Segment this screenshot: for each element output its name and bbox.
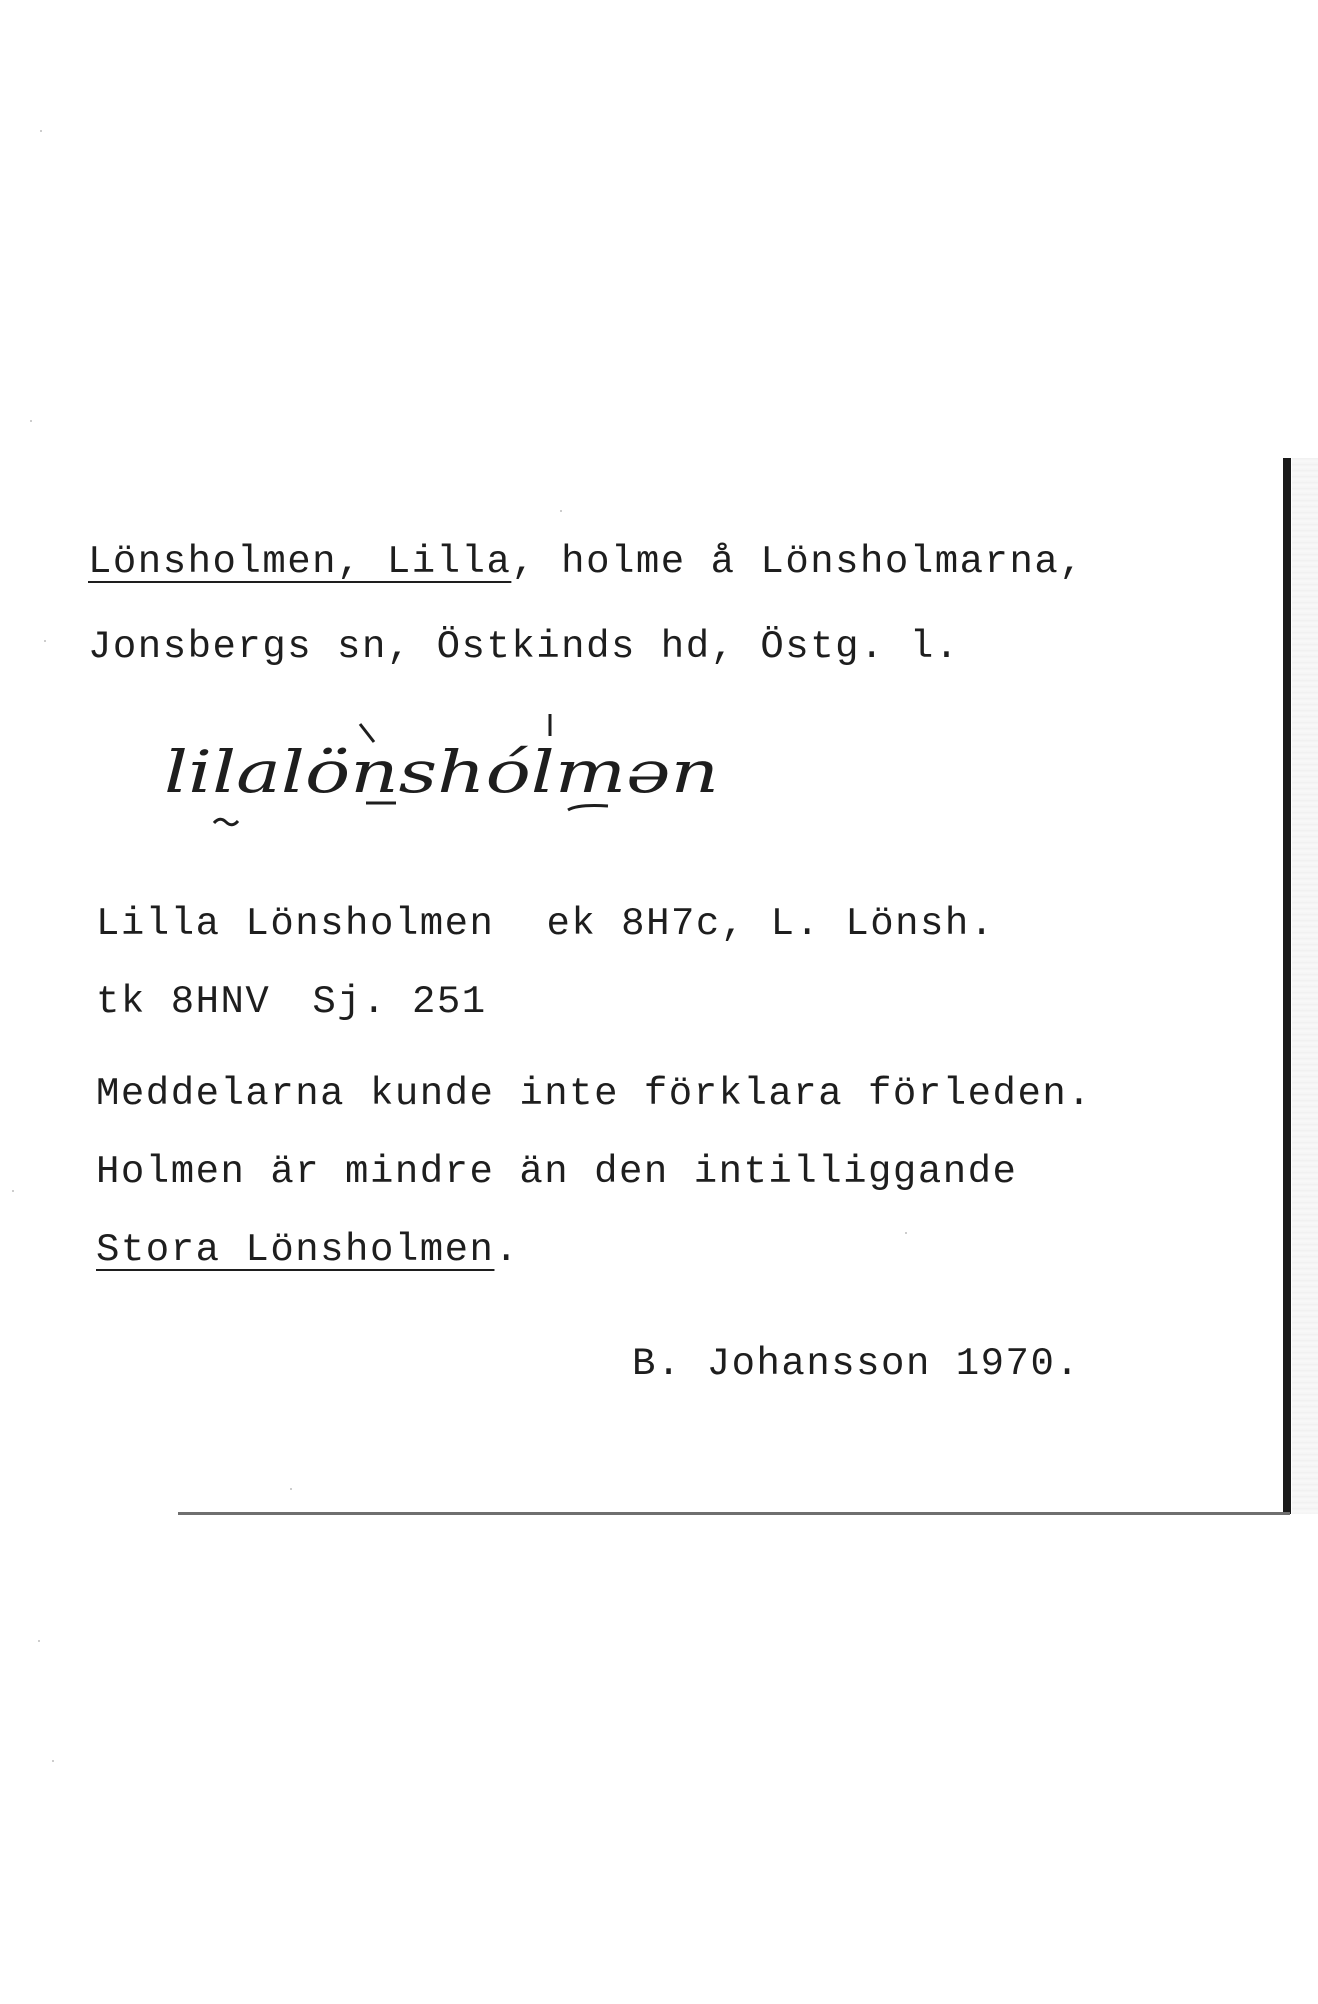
note-end-punctuation: . <box>494 1228 520 1272</box>
map-reference-line-2 <box>96 980 487 1024</box>
scan-speck <box>52 1760 54 1762</box>
scan-speck <box>905 1232 907 1234</box>
ek-map-reference: ek 8H7c, L. Lönsh. <box>546 902 995 946</box>
phonetic-transcription <box>150 700 750 850</box>
scan-speck <box>40 130 42 132</box>
card-bottom-border <box>178 1512 1290 1515</box>
scan-speck <box>12 1190 14 1192</box>
scan-speck <box>38 1640 40 1642</box>
card-heading <box>88 540 1084 584</box>
location-line: Jonsbergs sn, Östkinds hd, Östg. l. <box>88 625 960 669</box>
map-reference-line-1 <box>96 902 995 946</box>
note-line-3 <box>96 1228 519 1272</box>
note-line-2: Holmen är mindre än den intilliggande <box>96 1150 1018 1194</box>
signature: B. Johansson 1970. <box>632 1342 1081 1386</box>
scan-speck <box>290 1488 292 1490</box>
referenced-place-name: Stora Lönsholmen <box>96 1228 495 1272</box>
note-line-1: Meddelarna kunde inte förklara förleden. <box>96 1072 1093 1116</box>
scan-speck <box>44 640 46 642</box>
tilde-mark <box>214 819 238 825</box>
scan-speck <box>560 510 562 512</box>
card-edge-shadow <box>1292 458 1318 1514</box>
heading-name: Lönsholmen, Lilla <box>88 540 512 584</box>
phonetic-text: lilalönshólmən <box>164 738 719 806</box>
source-reference: Sj. 251 <box>312 980 487 1024</box>
scan-speck <box>30 420 32 422</box>
tk-map-reference: tk 8HNV <box>96 980 271 1024</box>
map-name: Lilla Lönsholmen <box>96 902 495 946</box>
l-underline <box>568 806 608 811</box>
heading-description: , holme å Lönsholmarna, <box>511 540 1085 584</box>
card-right-border <box>1283 458 1291 1514</box>
